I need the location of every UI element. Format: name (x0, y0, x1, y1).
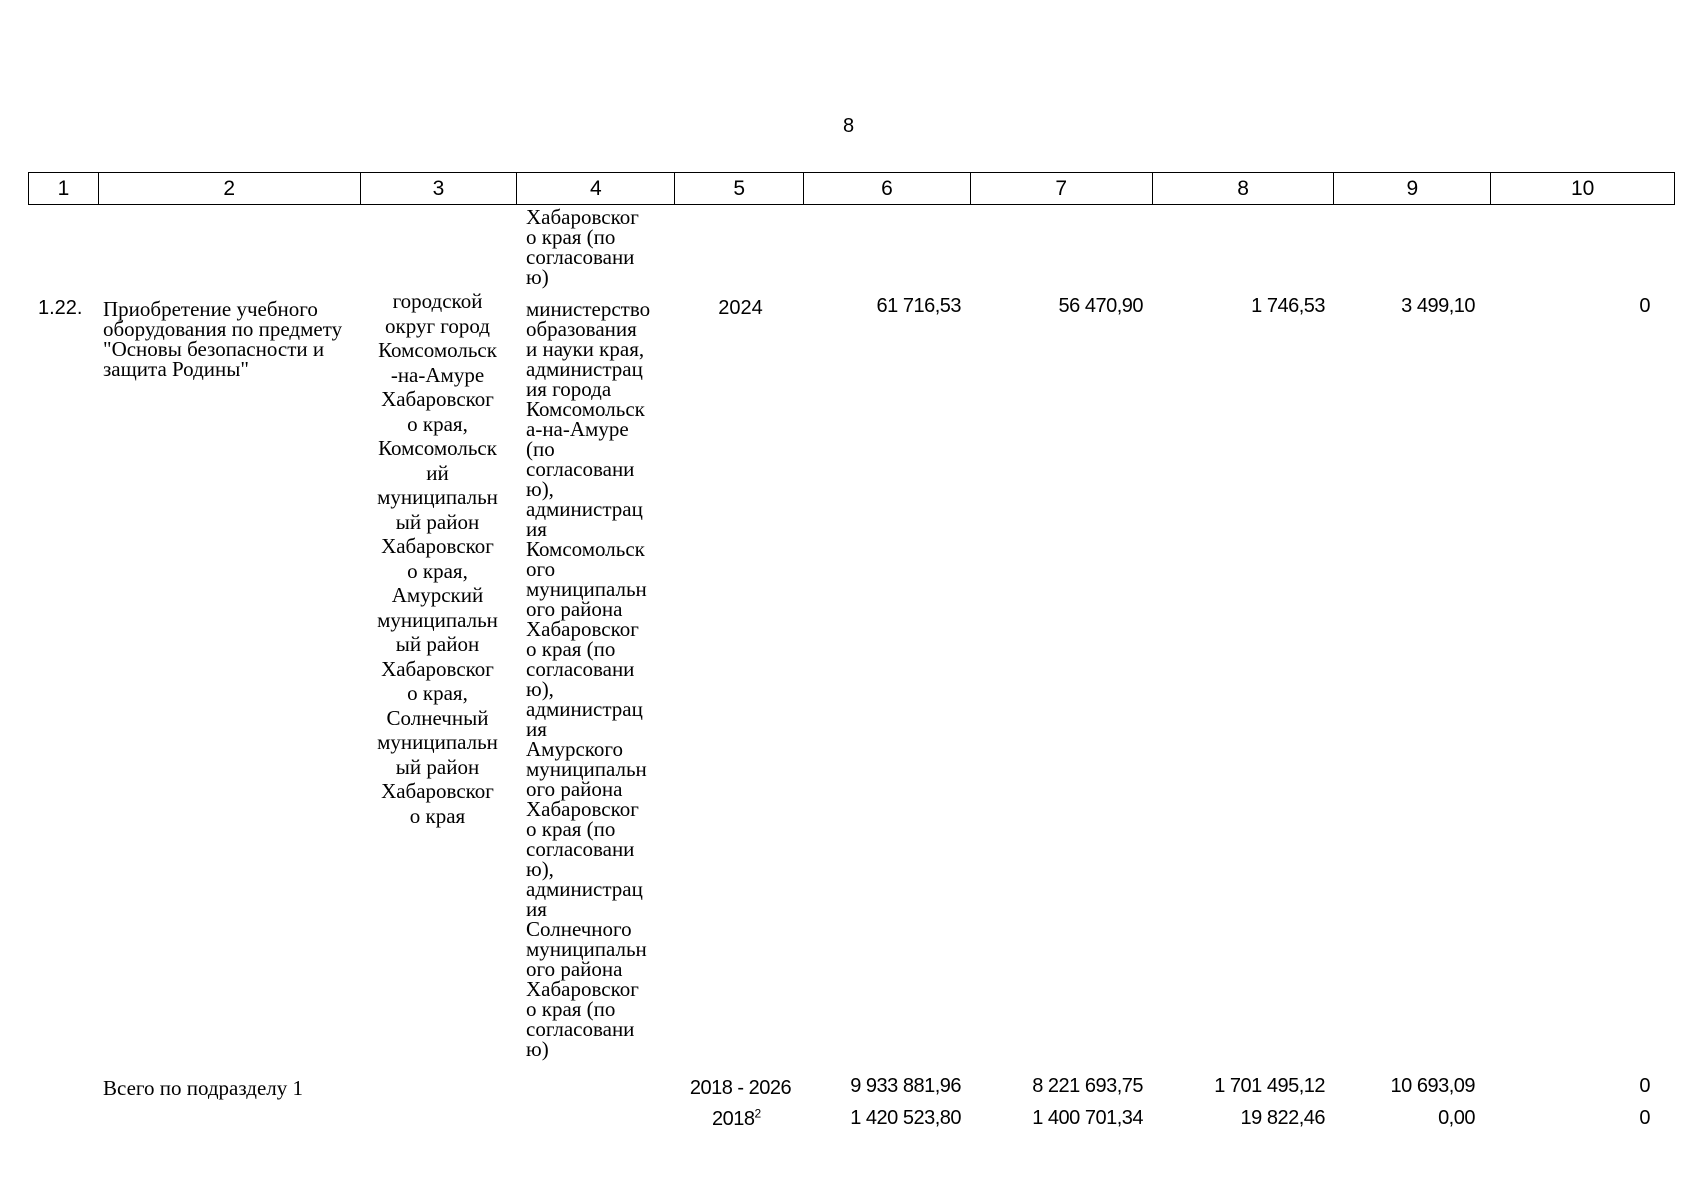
column-header-9: 9 (1334, 173, 1491, 204)
total-period-col7: 8 221 693,75 (1032, 1075, 1143, 1097)
total-period-col8: 1 701 495,12 (1214, 1075, 1325, 1097)
carry-over-executor-text: Хабаровског о края (по согласовани ю) (526, 205, 639, 289)
column-header-1: 1 (29, 173, 99, 204)
total-funding-value: 61 716,53 (876, 295, 961, 317)
total-period-total: 9 933 881,96 (850, 1075, 961, 1097)
total-2018-col10: 0 (1639, 1107, 1650, 1129)
total-2018-col7: 1 400 701,34 (1032, 1107, 1143, 1129)
measure-name: Приобретение учебного оборудования по предмету "Основы безопасности и защита Родины" (103, 297, 343, 381)
footnote-marker: 2 (754, 1106, 761, 1121)
territory-text: городской округ город Комсомольск -на-Амуре Хабаровског о края, Комсомольск ий муниципальн ый район Хабаровског о края, Амурский муниципальн ый район Хабаровског о края, Солнечный муниципальн ый район Хабаровског о края (377, 289, 498, 828)
executors-text: министерство образования и науки края, администрац ия города Комсомольск а-на-Амуре (по согласовани ю), администрац ия Комсомольск ого муниципальн ого района Хабаровског о края (по согласовани ю), администрац ия Амурского муниципальн ого района Хабаровског о края (по согласовани ю), администрац ия Солнечного муниципальн ого района Хабаровског о края (по согласовани ю) (526, 297, 651, 1061)
column-header-4: 4 (517, 173, 675, 204)
column-header-7: 7 (971, 173, 1153, 204)
column-header-2: 2 (99, 173, 361, 204)
column-header-10: 10 (1570, 176, 1595, 200)
page-number: 8 (842, 115, 855, 137)
column-header-6: 6 (804, 173, 971, 204)
total-period-col9: 10 693,09 (1390, 1075, 1475, 1097)
total-period-year: 2018 - 2026 (689, 1077, 792, 1099)
total-2018-total: 1 420 523,80 (850, 1107, 961, 1129)
total-2018-year: 2018 (712, 1108, 755, 1130)
table-header-row (28, 172, 1675, 205)
column-header-3: 3 (361, 173, 518, 204)
column-7-value: 56 470,90 (1058, 295, 1143, 317)
row-number: 1.22. (38, 297, 83, 319)
implementation-year: 2024 (718, 297, 763, 319)
column-8-value: 1 746,53 (1251, 295, 1325, 317)
column-header-5: 5 (675, 173, 804, 204)
column-header-8: 8 (1153, 173, 1335, 204)
column-10-value: 0 (1639, 295, 1650, 317)
total-period-col10: 0 (1639, 1075, 1650, 1097)
total-2018-col8: 19 822,46 (1240, 1107, 1325, 1129)
subsection-total-label: Всего по подразделу 1 (103, 1076, 304, 1100)
total-2018-col9: 0,00 (1438, 1107, 1475, 1129)
total-2018-year-cell (712, 1108, 761, 1131)
column-9-value: 3 499,10 (1401, 295, 1475, 317)
